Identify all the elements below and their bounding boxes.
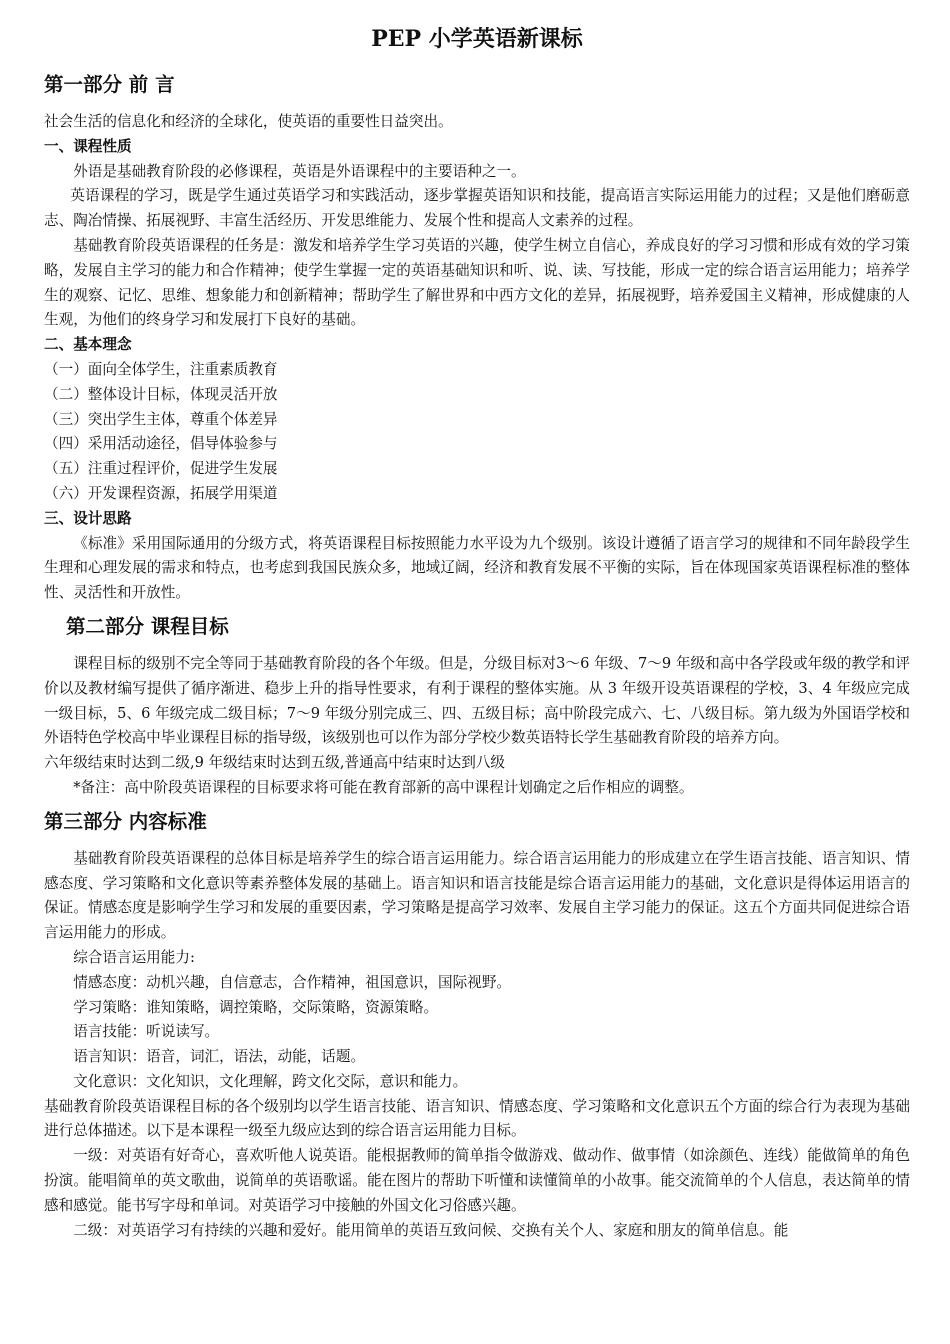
section-basic-ideas-heading: 二、基本理念 — [44, 336, 132, 354]
course-nature-paragraph-1: 外语是基础教育阶段的必修课程，英语是外语课程中的主要语种之一。 — [73, 162, 526, 180]
content-standard-paragraph-1: 基础教育阶段英语课程的总体目标是培养学生的综合语言运用能力。综合语言运用能力的形成建立在学生语言技能、语言知识、情感态度、学习策略和文化意识等素养整体发展的基础上。语言知识和语言技能是综合语言运用能力的基础，文化意识是得体运用语言的保证。情感态度是影响学生学习和发展的重要因素，学习策略是提高学习效率、发展自主学习能力的保证。这五个方面共同促进综合语言运用能力的形成。 — [44, 849, 910, 942]
content-standard-paragraph-2: 基础教育阶段英语课程目标的各个级别均以学生语言技能、语言知识、情感态度、学习策略和文化意识五个方面的综合行为表现为基础进行总体描述。以下是本课程一级至九级应达到的综合语言运用能力目标。 — [44, 1097, 910, 1140]
part2-heading: 第二部分 课程目标 — [66, 614, 229, 638]
course-nature-paragraph-3: 基础教育阶段英语课程的任务是：激发和培养学生学习英语的兴趣，使学生树立自信心，养成良好的学习习惯和形成有效的学习策略，发展自主学习的能力和合作精神；使学生掌握一定的英语基础知识和听、说、读、写技能，形成一定的综合语言运用能力；培养学生的观察、记忆、思维、想象能力和创新精神；帮助学生了解世界和中西方文化的差异，拓展视野，培养爱国主义精神，形成健康的人生观，为他们的终身学习和发展打下良好的基础。 — [44, 236, 910, 329]
ability-item: 语言知识：语音，词汇，语法，动能，话题。 — [73, 1048, 366, 1066]
ability-item: 情感态度：动机兴趣，自信意志，合作精神，祖国意识，国际视野。 — [73, 973, 512, 991]
basic-idea-item: （三）突出学生主体，尊重个体差异 — [44, 410, 278, 428]
course-goal-note: *备注：高中阶段英语课程的目标要求将可能在教育部新的高中课程计划确定之后作相应的调整。 — [73, 778, 694, 796]
basic-idea-item: （二）整体设计目标，体现灵活开放 — [44, 385, 278, 403]
ability-item: 文化意识：文化知识，文化理解，跨文化交际，意识和能力。 — [73, 1072, 468, 1090]
basic-idea-item: （一）面向全体学生，注重素质教育 — [44, 360, 278, 378]
basic-idea-item: （四）采用活动途径，倡导体验参与 — [44, 435, 278, 453]
ability-heading: 综合语言运用能力: — [73, 948, 195, 966]
part3-heading: 第三部分 内容标准 — [44, 809, 207, 833]
part1-heading: 第一部分 前 言 — [44, 73, 175, 96]
course-goal-paragraph-2: 六年级结束时达到二级,9 年级结束时达到五级,普通高中结束时达到八级 — [44, 754, 506, 772]
ability-item: 语言技能：听说读写。 — [73, 1023, 220, 1041]
basic-idea-item: （五）注重过程评价，促进学生发展 — [44, 460, 278, 478]
design-paragraph: 《标准》采用国际通用的分级方式，将英语课程目标按照能力水平设为九个级别。该设计遵循了语言学习的规律和不同年龄段学生生理和心理发展的需求和特点，也考虑到我国民族众多，地域辽阔，经济和教育发展不平衡的实际，旨在体现国家英语课程标准的整体性、灵活性和开放性。 — [44, 534, 910, 602]
section-design-heading: 三、设计思路 — [44, 509, 132, 527]
section-course-nature-heading: 一、课程性质 — [44, 137, 132, 155]
course-nature-paragraph-2: 英语课程的学习，既是学生通过英语学习和实践活动，逐步掌握英语知识和技能，提高语言实际运用能力的过程；又是他们磨砺意志、陶冶情操、拓展视野、丰富生活经历、开发思维能力、发展个性和提高人文素养的过程。 — [44, 187, 910, 230]
course-goal-paragraph-1: 课程目标的级别不完全等同于基础教育阶段的各个年级。但是，分级目标对3～6 年级、7～9 年级和高中各学段或年级的教学和评价以及教材编写提供了循序渐进、稳步上升的指导性要求，有利于课程的整体实施。从 3 年级开设英语课程的学校，3、4 年级应完成一级目标，5、6 年级完成二级目标；7～9 年级分别完成三、四、五级目标；高中阶段完成六、七、八级目标。第九级为外国语学校和外语特色学校高中毕业课程目标的指导级，该级别也可以作为部分学校少数英语特长学生基础教育阶段的培养方向。 — [44, 654, 910, 747]
level-2-description: 二级：对英语学习有持续的兴趣和爱好。能用简单的英语互致问候、交换有关个人、家庭和朋友的简单信息。能 — [73, 1221, 789, 1239]
ability-item: 学习策略：谁知策略，调控策略，交际策略，资源策略。 — [73, 998, 439, 1016]
basic-idea-item: （六）开发课程资源，拓展学用渠道 — [44, 484, 278, 502]
level-1-description: 一级：对英语有好奇心，喜欢听他人说英语。能根据教师的简单指令做游戏、做动作、做事情（如涂颜色、连线）能做简单的角色扮演。能唱简单的英文歌曲，说简单的英语歌谣。能在图片的帮助下听懂和读懂简单的小故事。能交流简单的个人信息，表达简单的情感和感觉。能书写字母和单词。对英语学习中接触的外国文化习俗感兴趣。 — [44, 1147, 910, 1214]
part1-intro: 社会生活的信息化和经济的全球化，使英语的重要性日益突出。 — [44, 113, 453, 130]
document-title: PEP 小学英语新课标 — [371, 26, 583, 52]
